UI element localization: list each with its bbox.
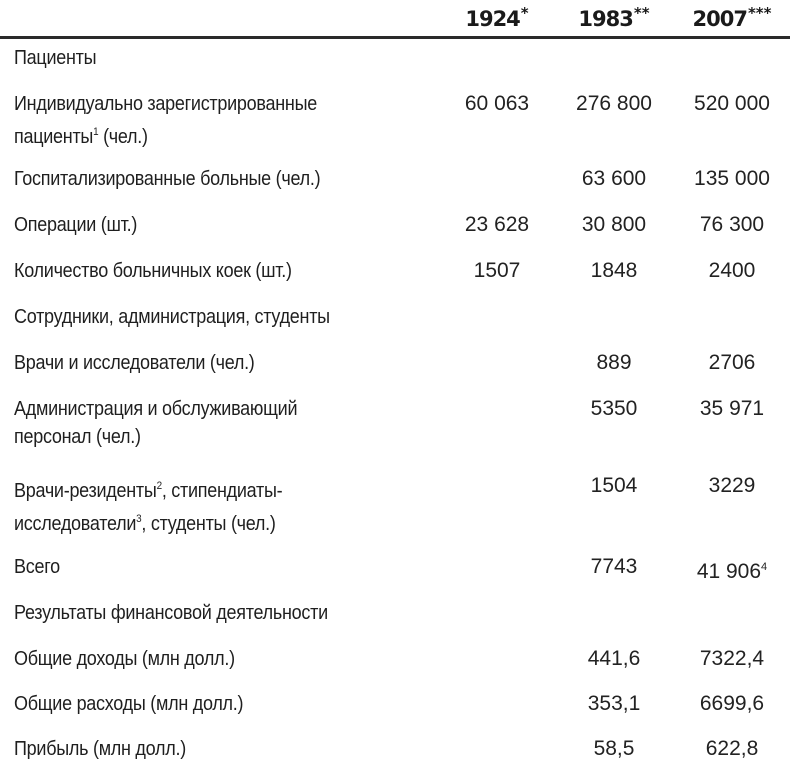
row-label: Общие доходы (млн долл.): [14, 648, 235, 670]
row-label: Всего: [14, 556, 60, 578]
value-1983: 7743: [590, 555, 638, 578]
row-label: Операции (шт.): [14, 214, 138, 236]
value-1924: 1507: [473, 259, 521, 282]
section-label: Сотрудники, администрация, студенты: [14, 306, 330, 328]
row-label: Общие расходы (млн долл.): [14, 693, 244, 715]
value-1983: 58,5: [593, 737, 635, 760]
row-label: Количество больничных коек (шт.): [14, 260, 292, 282]
value-2007: 35 971: [699, 397, 765, 420]
row-label: Врачи-резиденты$^2$, стипендиаты- исследователи$^3$, студенты (чел.): [14, 480, 283, 535]
row-label: Индивидуально зарегистрированные пациенты$^1$ (чел.): [14, 93, 318, 148]
value-1924: 60 063: [464, 92, 530, 115]
value-1983: 30 800: [581, 213, 647, 236]
value-2007: 2400: [708, 259, 756, 282]
column-header-2007: 2007***: [692, 4, 772, 31]
value-2007: 622,8: [705, 737, 759, 760]
value-1983: 889: [596, 351, 632, 374]
value-1983: 1504: [590, 474, 638, 497]
value-2007: 3229: [708, 474, 756, 497]
value-2007: 135 000: [694, 167, 770, 190]
value-1983: 5350: [590, 397, 638, 420]
value-1983: 1848: [590, 259, 638, 282]
value-2007: 520 000: [694, 92, 770, 115]
section-label: Результаты финансовой деятельности: [14, 602, 328, 624]
column-header-1924: 1924*: [465, 4, 529, 31]
value-1924: 23 628: [464, 213, 530, 236]
header-rule: [0, 36, 790, 39]
value-2007: 6699,6: [699, 692, 765, 715]
section-label: Пациенты: [14, 47, 97, 69]
row-label: Прибыль (млн долл.): [14, 738, 186, 760]
table-header: [0, 0, 790, 36]
value-2007: 41 $906^4$: [696, 560, 768, 583]
column-header-1983: 1983**: [578, 4, 650, 31]
value-1983: 441,6: [587, 647, 641, 670]
row-label: Госпитализированные больные (чел.): [14, 168, 321, 190]
value-1983: 353,1: [587, 692, 641, 715]
value-1983: 276 800: [576, 92, 652, 115]
value-1983: 63 600: [581, 167, 647, 190]
row-label: Администрация и обслуживающий персонал (чел.): [14, 398, 298, 448]
value-2007: 7322,4: [699, 647, 765, 670]
value-2007: 2706: [708, 351, 756, 374]
row-label: Врачи и исследователи (чел.): [14, 352, 255, 374]
value-2007: 76 300: [699, 213, 765, 236]
